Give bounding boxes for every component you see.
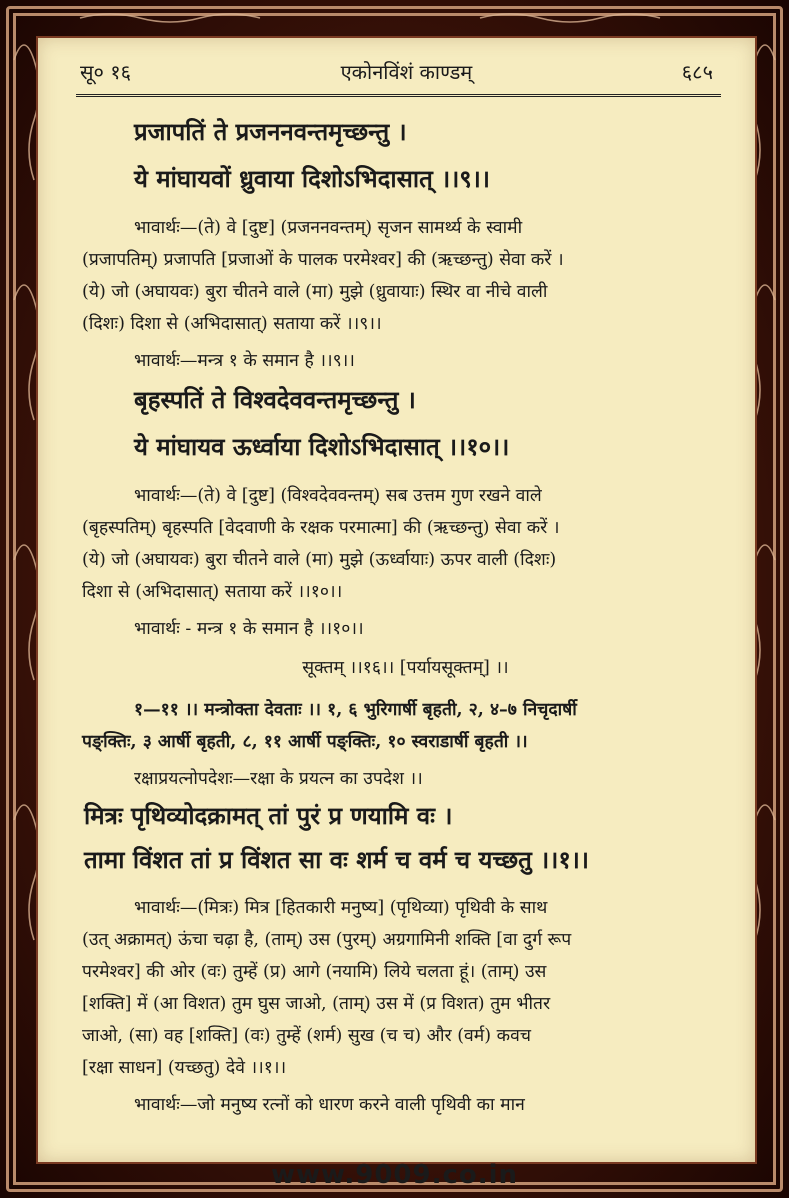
- page-content: [82, 108, 729, 1120]
- mantra-9-line-2: ये मांघायवों ध्रुवाया दिशोऽभिदासात् ।।९।।: [134, 164, 490, 193]
- text-line: [शक्ति] में (आ विशत) तुम घुस जाओ, (ताम्) उस में (प्र विशत) तुम भीतर: [82, 994, 551, 1014]
- mantra-1-line-2: तामा विंशत तां प्र विंशत सा वः शर्म च वर्म च यच्छतु ।।१।।: [84, 845, 590, 874]
- text-line: परमेश्वर] की ओर (वः) तुम्हें (प्र) आगे (नयामि) लिये चलता हूं। (ताम्) उस: [82, 962, 547, 982]
- bhavartha-10-note: भावार्थः - मन्त्र १ के समान है ।।१०।।: [134, 619, 364, 639]
- header-sukta-number: सू० १६: [80, 59, 132, 84]
- site-url: www.9009.co.in: [270, 1160, 519, 1190]
- text-line: (ये) जो (अघायवः) बुरा चीतने वाले (मा) मुझे (ध्रुवायाः) स्थिर वा नीचे वाली: [82, 282, 548, 302]
- text-line: (प्रजापतिम्) प्रजापति [प्रजाओं के पालक परमेश्वर] की (ऋच्छन्तु) सेवा करें ।: [82, 250, 564, 270]
- text-line: जाओ, (सा) वह [शक्ति] (वः) तुम्हें (शर्म) सुख (च च) और (वर्म) कवच: [82, 1026, 531, 1046]
- text-line: (ये) जो (अघायवः) बुरा चीतने वाले (मा) मुझे (ऊर्ध्वायाः) ऊपर वाली (दिशः): [82, 550, 557, 570]
- bhavartha-1-note: भावार्थः—जो मनुष्य रत्नों को धारण करने वाली पृथिवी का मान: [134, 1095, 525, 1115]
- header-page-number: ६८५: [681, 59, 713, 84]
- text-line: भावार्थः—(ते) वे [दुष्ट] (विश्वदेववन्तम्) सब उत्तम गुण रखने वाले: [134, 486, 542, 506]
- mantra-9-line-1: प्रजापतिं ते प्रजननवन्तमृच्छन्तु ।: [134, 117, 407, 146]
- text-line: (उत् अक्रामत्) ऊंचा चढ़ा है, (ताम्) उस (पुरम्) अग्रगामिनी शक्ति [वा दुर्ग रूप: [82, 930, 572, 950]
- bhavartha-10: [82, 480, 729, 608]
- sukta-heading: सूक्तम् ।।१६।। [पर्यायसूक्तम्] ।।: [302, 658, 509, 678]
- mantra-10-line-1: बृहस्पतिं ते विश्वदेववन्तमृच्छन्तु ।: [134, 385, 416, 414]
- bhavartha-9-note: भावार्थः—मन्त्र १ के समान है ।।९।।: [134, 351, 355, 371]
- text-line: भावार्थः—(ते) वे [दुष्ट] (प्रजननवन्तम्) सृजन सामर्थ्य के स्वामी: [134, 218, 523, 238]
- text-line: [रक्षा साधन] (यच्छतु) देवे ।।१।।: [82, 1058, 287, 1078]
- sukta-metadata: [82, 694, 729, 758]
- topic-line: रक्षाप्रयत्नोपदेशः—रक्षा के प्रयत्न का उपदेश ।।: [134, 769, 423, 789]
- text-line: १—११ ।। मन्त्रोक्ता देवताः ।। १, ६ भुरिगार्षी बृहती, २, ४–७ निचृदार्षी: [134, 700, 577, 720]
- page-header: [80, 54, 713, 88]
- header-divider: [76, 94, 721, 97]
- bhavartha-9: [82, 212, 729, 340]
- text-line: (दिशः) दिशा से (अभिदासात्) सताया करें ।।९।।: [82, 314, 382, 334]
- header-title: एकोनविंशं काण्डम्: [340, 59, 473, 84]
- text-line: दिशा से (अभिदासात्) सताया करें ।।१०।।: [82, 582, 343, 602]
- text-line: पङ्क्तिः, ३ आर्षी बृहती, ८, ११ आर्षी पङ्क्तिः, १० स्वराडार्षी बृहती ।।: [82, 732, 528, 752]
- mantra-1-line-1: मित्रः पृथिव्योदक्रामत् तां पुरं प्र णयामि वः ।: [84, 801, 453, 830]
- mantra-10-line-2: ये मांघायव ऊर्ध्वाया दिशोऽभिदासात् ।।१०।।: [134, 432, 510, 461]
- text-line: भावार्थः—(मित्रः) मित्र [हितकारी मनुष्य] (पृथिव्या) पृथिवी के साथ: [134, 898, 548, 918]
- bhavartha-1: [82, 892, 729, 1084]
- book-page: [36, 36, 757, 1164]
- text-line: (बृहस्पतिम्) बृहस्पति [वेदवाणी के रक्षक परमात्मा] की (ऋच्छन्तु) सेवा करें ।: [82, 518, 560, 538]
